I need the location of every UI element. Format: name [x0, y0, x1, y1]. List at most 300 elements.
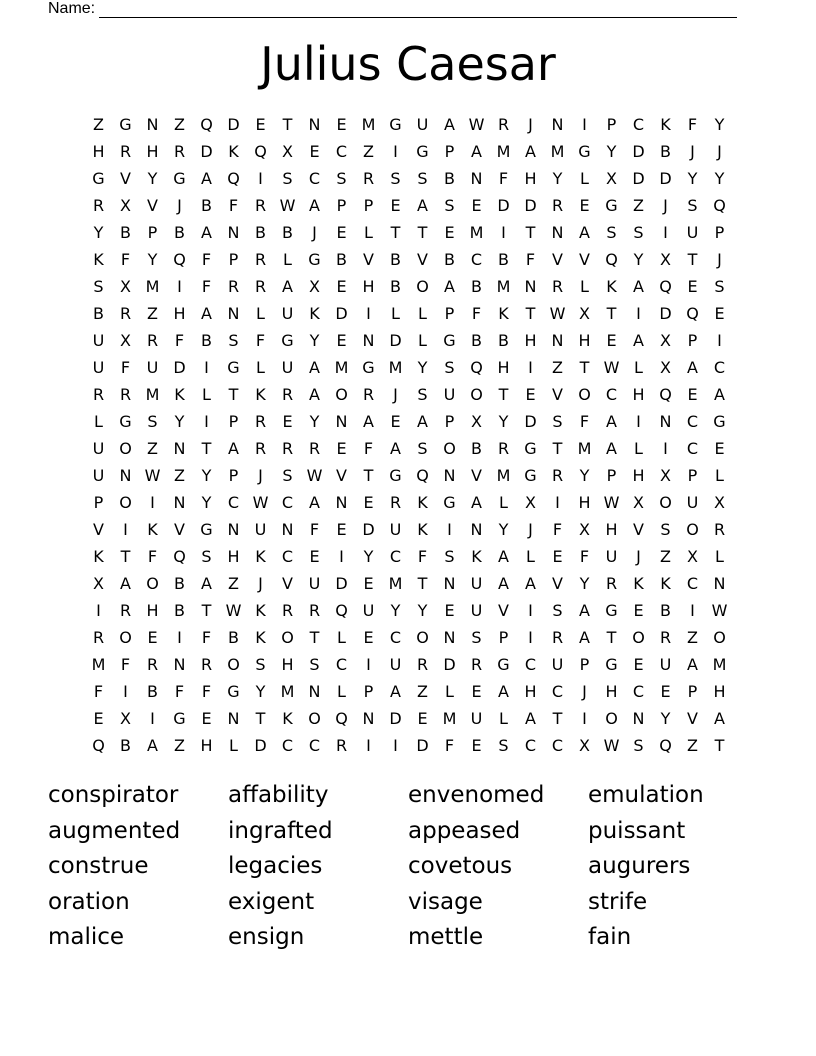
- grid-letter: E: [606, 331, 617, 350]
- word-list: [48, 778, 768, 956]
- grid-letter: R: [713, 520, 726, 539]
- grid-letter: E: [444, 601, 455, 620]
- word-list-item: mettle: [408, 924, 484, 950]
- grid-letter: C: [389, 547, 402, 566]
- grid-letter: F: [552, 520, 563, 539]
- grid-letter: D: [659, 304, 672, 323]
- grid-letter: Y: [201, 466, 212, 485]
- grid-letter: I: [177, 277, 182, 296]
- grid-letter: H: [173, 304, 186, 323]
- grid-letter: E: [444, 223, 455, 242]
- grid-letter: T: [606, 304, 617, 323]
- grid-letter: M: [712, 655, 727, 674]
- grid-letter: P: [444, 304, 455, 323]
- grid-letter: A: [471, 142, 482, 161]
- grid-letter: M: [145, 277, 160, 296]
- grid-letter: X: [660, 358, 671, 377]
- word-list-item: emulation: [588, 782, 704, 808]
- grid-letter: Q: [335, 601, 348, 620]
- grid-letter: U: [470, 601, 483, 620]
- word-list-item: exigent: [228, 888, 315, 915]
- grid-letter: R: [254, 277, 267, 296]
- grid-letter: T: [417, 574, 428, 593]
- grid-letter: B: [174, 601, 185, 620]
- grid-letter: X: [282, 142, 293, 161]
- grid-letter: A: [444, 115, 455, 134]
- grid-letter: Y: [147, 169, 158, 188]
- grid-letter: T: [201, 439, 212, 458]
- grid-letter: A: [687, 655, 698, 674]
- grid-letter: C: [335, 655, 348, 674]
- grid-letter: N: [524, 277, 537, 296]
- grid-letter: F: [687, 115, 698, 134]
- grid-letter: U: [92, 466, 105, 485]
- grid-letter: Y: [606, 142, 617, 161]
- grid-letter: F: [120, 250, 131, 269]
- grid-letter: S: [660, 520, 671, 539]
- grid-letter: T: [282, 115, 293, 134]
- grid-letter: N: [335, 493, 348, 512]
- grid-letter: S: [390, 169, 401, 188]
- grid-letter: I: [366, 736, 371, 755]
- grid-letter: K: [93, 250, 104, 269]
- grid-letter: E: [525, 385, 536, 404]
- grid-letter: L: [364, 223, 373, 242]
- grid-letter: R: [551, 628, 564, 647]
- grid-letter: T: [714, 736, 725, 755]
- grid-letter: Z: [687, 628, 698, 647]
- grid-letter: E: [417, 709, 428, 728]
- grid-letter: S: [444, 196, 455, 215]
- grid-letter: R: [281, 385, 294, 404]
- grid-letter: G: [605, 601, 618, 620]
- grid-letter: T: [417, 223, 428, 242]
- grid-letter: X: [660, 466, 671, 485]
- grid-letter: S: [606, 223, 617, 242]
- grid-letter: T: [606, 628, 617, 647]
- grid-letter: K: [309, 304, 320, 323]
- grid-letter: Y: [660, 709, 671, 728]
- grid-letter: A: [309, 385, 320, 404]
- grid-letter: X: [120, 196, 131, 215]
- grid-letter: D: [389, 709, 402, 728]
- grid-letter: K: [255, 385, 266, 404]
- grid-letter: G: [389, 115, 402, 134]
- grid-letter: E: [363, 574, 374, 593]
- grid-letter: R: [281, 439, 294, 458]
- grid-letter: H: [632, 385, 645, 404]
- grid-letter: L: [418, 304, 427, 323]
- grid-letter: Z: [174, 736, 185, 755]
- grid-letter: S: [336, 169, 347, 188]
- grid-letter: A: [525, 142, 536, 161]
- grid-letter: O: [335, 385, 348, 404]
- grid-letter: S: [417, 169, 428, 188]
- grid-letter: F: [174, 331, 185, 350]
- grid-letter: H: [632, 466, 645, 485]
- grid-letter: R: [659, 628, 672, 647]
- grid-letter: G: [119, 115, 132, 134]
- grid-letter: M: [91, 655, 106, 674]
- grid-letter: N: [146, 115, 159, 134]
- grid-letter: S: [471, 628, 482, 647]
- grid-letter: X: [309, 277, 320, 296]
- grid-letter: Z: [228, 574, 239, 593]
- grid-letter: B: [255, 223, 266, 242]
- grid-letter: V: [120, 169, 131, 188]
- grid-letter: S: [309, 655, 320, 674]
- grid-letter: H: [362, 277, 375, 296]
- grid-letter: E: [390, 412, 401, 431]
- grid-letter: F: [93, 682, 104, 701]
- page-title: Julius Caesar: [260, 37, 556, 91]
- grid-letter: Q: [416, 466, 429, 485]
- letter-grid: [85, 111, 733, 759]
- grid-letter: C: [632, 115, 645, 134]
- grid-letter: X: [471, 412, 482, 431]
- name-blank-line[interactable]: [99, 2, 737, 18]
- grid-letter: N: [173, 439, 186, 458]
- grid-letter: U: [92, 331, 105, 350]
- grid-letter: E: [93, 709, 104, 728]
- grid-letter: R: [146, 331, 159, 350]
- grid-letter: G: [200, 520, 213, 539]
- grid-letter: H: [497, 358, 510, 377]
- grid-letter: F: [201, 682, 212, 701]
- grid-letter: N: [335, 412, 348, 431]
- grid-letter: L: [445, 682, 454, 701]
- grid-letter: O: [416, 628, 429, 647]
- grid-letter: Q: [92, 736, 105, 755]
- grid-letter: Y: [201, 493, 212, 512]
- grid-letter: H: [713, 682, 726, 701]
- grid-letter: P: [93, 493, 104, 512]
- grid-letter: W: [603, 736, 620, 755]
- grid-letter: E: [336, 115, 347, 134]
- grid-letter: N: [362, 331, 375, 350]
- grid-letter: F: [201, 628, 212, 647]
- grid-letter: G: [443, 331, 456, 350]
- grid-letter: Y: [498, 412, 509, 431]
- grid-letter: D: [416, 736, 429, 755]
- grid-letter: N: [713, 574, 726, 593]
- word-list-item: fain: [588, 924, 632, 950]
- grid-letter: Y: [714, 115, 725, 134]
- grid-letter: A: [471, 493, 482, 512]
- grid-letter: C: [551, 736, 564, 755]
- grid-letter: R: [92, 196, 105, 215]
- grid-letter: K: [228, 142, 239, 161]
- word-list-item: visage: [408, 888, 483, 915]
- grid-letter: G: [92, 169, 105, 188]
- grid-letter: S: [417, 385, 428, 404]
- grid-letter: K: [633, 574, 644, 593]
- grid-letter: V: [174, 520, 185, 539]
- grid-letter: I: [96, 601, 101, 620]
- word-list-item: ingrafted: [228, 817, 333, 844]
- grid-letter: Z: [147, 439, 158, 458]
- grid-letter: A: [228, 439, 239, 458]
- grid-letter: R: [119, 601, 132, 620]
- grid-letter: J: [177, 196, 182, 215]
- grid-letter: X: [579, 736, 590, 755]
- grid-letter: W: [306, 466, 323, 485]
- grid-letter: E: [336, 223, 347, 242]
- grid-letter: A: [201, 223, 212, 242]
- grid-letter: E: [714, 439, 725, 458]
- grid-letter: P: [228, 412, 239, 431]
- grid-letter: R: [605, 574, 618, 593]
- grid-letter: C: [686, 439, 699, 458]
- grid-letter: R: [119, 385, 132, 404]
- grid-letter: A: [714, 385, 725, 404]
- grid-letter: G: [416, 142, 429, 161]
- grid-letter: G: [173, 709, 186, 728]
- grid-letter: R: [254, 250, 267, 269]
- grid-letter: Y: [498, 520, 509, 539]
- grid-letter: Z: [93, 115, 104, 134]
- grid-letter: C: [281, 736, 294, 755]
- grid-letter: R: [551, 277, 564, 296]
- grid-letter: V: [498, 601, 509, 620]
- grid-letter: A: [309, 358, 320, 377]
- grid-letter: E: [336, 277, 347, 296]
- grid-letter: J: [663, 196, 668, 215]
- grid-letter: N: [443, 628, 456, 647]
- grid-letter: X: [633, 493, 644, 512]
- grid-letter: U: [659, 655, 672, 674]
- grid-letter: Q: [254, 142, 267, 161]
- grid-letter: J: [258, 466, 263, 485]
- grid-letter: I: [150, 493, 155, 512]
- grid-letter: V: [579, 250, 590, 269]
- grid-letter: N: [551, 223, 564, 242]
- grid-letter: J: [717, 250, 722, 269]
- grid-letter: A: [633, 277, 644, 296]
- grid-letter: B: [336, 250, 347, 269]
- grid-letter: T: [390, 223, 401, 242]
- grid-letter: E: [579, 196, 590, 215]
- grid-letter: W: [279, 196, 296, 215]
- grid-letter: A: [606, 412, 617, 431]
- grid-letter: H: [578, 331, 591, 350]
- word-list-item: legacies: [228, 853, 323, 879]
- grid-letter: L: [337, 628, 346, 647]
- grid-letter: C: [551, 682, 564, 701]
- grid-letter: K: [660, 574, 671, 593]
- grid-letter: T: [552, 709, 563, 728]
- grid-letter: P: [228, 466, 239, 485]
- grid-letter: H: [524, 682, 537, 701]
- grid-letter: I: [528, 358, 533, 377]
- grid-letter: X: [714, 493, 725, 512]
- grid-letter: C: [605, 385, 618, 404]
- word-list-item: construe: [48, 853, 149, 879]
- grid-letter: H: [524, 169, 537, 188]
- grid-letter: X: [120, 331, 131, 350]
- grid-letter: N: [470, 169, 483, 188]
- grid-letter: A: [201, 304, 212, 323]
- grid-letter: Y: [552, 169, 563, 188]
- grid-letter: W: [225, 601, 242, 620]
- grid-letter: R: [200, 655, 213, 674]
- grid-letter: R: [146, 655, 159, 674]
- grid-letter: I: [528, 601, 533, 620]
- grid-letter: M: [442, 709, 457, 728]
- grid-letter: T: [525, 223, 536, 242]
- grid-letter: O: [146, 574, 159, 593]
- grid-letter: L: [202, 385, 211, 404]
- grid-letter: E: [363, 493, 374, 512]
- grid-letter: Z: [174, 466, 185, 485]
- grid-letter: T: [201, 601, 212, 620]
- grid-letter: Y: [147, 250, 158, 269]
- grid-letter: M: [496, 277, 511, 296]
- grid-letter: L: [580, 277, 589, 296]
- grid-letter: I: [204, 358, 209, 377]
- grid-letter: I: [177, 628, 182, 647]
- grid-letter: R: [335, 736, 348, 755]
- grid-letter: K: [660, 115, 671, 134]
- grid-letter: W: [603, 493, 620, 512]
- grid-letter: B: [471, 277, 482, 296]
- grid-letter: K: [282, 709, 293, 728]
- grid-letter: Z: [687, 736, 698, 755]
- grid-letter: X: [660, 250, 671, 269]
- grid-letter: A: [525, 574, 536, 593]
- grid-letter: D: [632, 169, 645, 188]
- grid-letter: L: [634, 358, 643, 377]
- grid-letter: E: [471, 736, 482, 755]
- grid-letter: I: [393, 142, 398, 161]
- grid-letter: R: [497, 439, 510, 458]
- grid-letter: E: [147, 628, 158, 647]
- grid-letter: C: [686, 412, 699, 431]
- grid-letter: A: [417, 196, 428, 215]
- word-list-item: malice: [48, 924, 125, 950]
- grid-letter: J: [690, 142, 695, 161]
- grid-letter: N: [308, 115, 321, 134]
- grid-letter: G: [389, 466, 402, 485]
- grid-letter: R: [389, 493, 402, 512]
- grid-letter: C: [389, 628, 402, 647]
- grid-letter: V: [633, 520, 644, 539]
- grid-letter: P: [606, 466, 617, 485]
- grid-letter: F: [579, 412, 590, 431]
- grid-letter: S: [282, 169, 293, 188]
- grid-letter: N: [551, 331, 564, 350]
- grid-letter: R: [551, 466, 564, 485]
- grid-letter: M: [145, 385, 160, 404]
- grid-letter: L: [526, 547, 535, 566]
- grid-letter: R: [254, 439, 267, 458]
- grid-letter: S: [282, 466, 293, 485]
- grid-letter: G: [524, 439, 537, 458]
- grid-letter: Y: [579, 574, 590, 593]
- grid-letter: Z: [417, 682, 428, 701]
- grid-letter: Y: [687, 169, 698, 188]
- grid-letter: O: [686, 520, 699, 539]
- grid-letter: B: [498, 250, 509, 269]
- grid-letter: E: [282, 412, 293, 431]
- grid-letter: L: [715, 466, 724, 485]
- grid-letter: E: [687, 385, 698, 404]
- grid-letter: S: [552, 412, 563, 431]
- grid-letter: G: [362, 358, 375, 377]
- grid-letter: A: [363, 412, 374, 431]
- grid-letter: O: [713, 628, 726, 647]
- word-list-item: strife: [588, 888, 648, 915]
- grid-letter: J: [528, 520, 533, 539]
- grid-letter: K: [93, 547, 104, 566]
- grid-letter: V: [336, 466, 347, 485]
- grid-letter: O: [578, 385, 591, 404]
- grid-letter: L: [715, 547, 724, 566]
- grid-letter: R: [173, 142, 186, 161]
- word-list-item: augurers: [588, 853, 691, 879]
- grid-letter: Z: [363, 142, 374, 161]
- grid-letter: R: [92, 385, 105, 404]
- grid-letter: A: [147, 736, 158, 755]
- grid-letter: F: [444, 736, 455, 755]
- grid-letter: Y: [633, 250, 644, 269]
- grid-letter: B: [444, 169, 455, 188]
- grid-letter: I: [582, 115, 587, 134]
- grid-letter: I: [366, 304, 371, 323]
- grid-letter: R: [362, 169, 375, 188]
- grid-letter: N: [227, 709, 240, 728]
- grid-letter: U: [281, 358, 294, 377]
- grid-letter: A: [390, 682, 401, 701]
- grid-letter: B: [120, 223, 131, 242]
- grid-letter: K: [174, 385, 185, 404]
- grid-letter: I: [582, 709, 587, 728]
- grid-letter: R: [551, 196, 564, 215]
- grid-letter: H: [146, 601, 159, 620]
- grid-letter: U: [551, 655, 564, 674]
- grid-letter: G: [119, 412, 132, 431]
- grid-letter: R: [497, 115, 510, 134]
- grid-letter: C: [632, 682, 645, 701]
- grid-letter: L: [580, 169, 589, 188]
- grid-letter: G: [605, 196, 618, 215]
- grid-letter: P: [687, 682, 698, 701]
- grid-letter: B: [120, 736, 131, 755]
- grid-letter: F: [228, 196, 239, 215]
- grid-letter: D: [443, 655, 456, 674]
- grid-letter: E: [552, 547, 563, 566]
- grid-letter: O: [605, 709, 618, 728]
- grid-letter: C: [281, 493, 294, 512]
- grid-letter: Y: [417, 601, 428, 620]
- grid-letter: N: [227, 304, 240, 323]
- grid-letter: Q: [605, 250, 618, 269]
- grid-letter: B: [444, 250, 455, 269]
- grid-letter: P: [228, 250, 239, 269]
- grid-letter: P: [714, 223, 725, 242]
- grid-letter: H: [524, 331, 537, 350]
- grid-letter: A: [633, 331, 644, 350]
- grid-letter: M: [334, 358, 349, 377]
- grid-letter: U: [416, 115, 429, 134]
- grid-letter: A: [201, 574, 212, 593]
- grid-letter: K: [147, 520, 158, 539]
- grid-letter: T: [498, 385, 509, 404]
- grid-letter: A: [714, 709, 725, 728]
- grid-letter: J: [717, 142, 722, 161]
- grid-letter: C: [227, 493, 240, 512]
- grid-letter: B: [471, 439, 482, 458]
